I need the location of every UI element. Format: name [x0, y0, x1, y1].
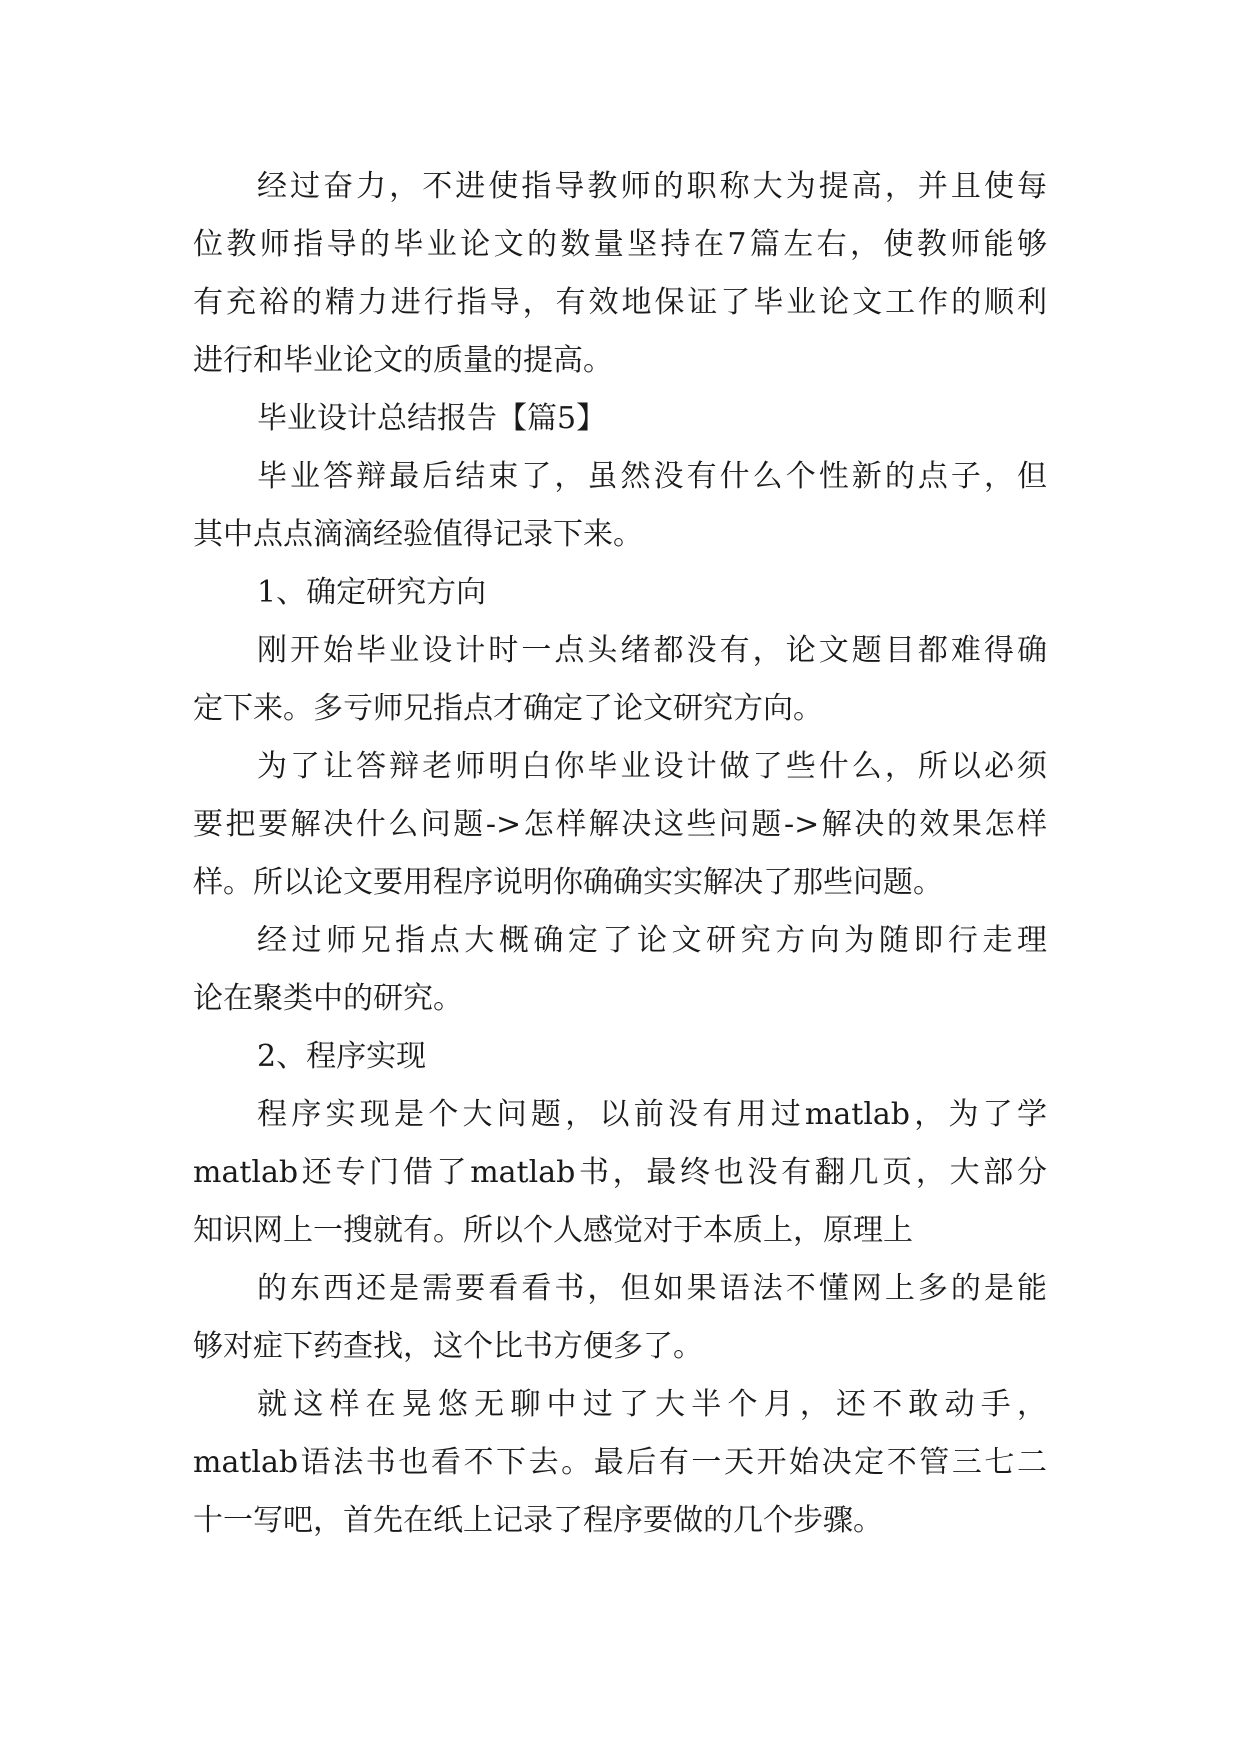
- paragraph-line: matlab还专门借了matlab书，最终也没有翻几页，大部分: [193, 1155, 1047, 1190]
- paragraph-line: 有充裕的精力进行指导，有效地保证了毕业论文工作的顺利: [193, 285, 1047, 320]
- paragraph-line: 经过奋力，不进使指导教师的职称大为提高，并且使每: [257, 169, 1047, 204]
- subsection-heading: 1、确定研究方向: [257, 575, 487, 610]
- paragraph-line: 要把要解决什么问题->怎样解决这些问题->解决的效果怎样: [193, 807, 1047, 842]
- paragraph-line: matlab语法书也看不下去。最后有一天开始决定不管三七二: [193, 1445, 1047, 1480]
- paragraph-line: 经过师兄指点大概确定了论文研究方向为随即行走理: [257, 923, 1047, 958]
- paragraph-line: 程序实现是个大问题，以前没有用过matlab，为了学: [257, 1097, 1047, 1132]
- paragraph-line: 为了让答辩老师明白你毕业设计做了些什么，所以必须: [257, 749, 1047, 784]
- paragraph-line: 论在聚类中的研究。: [193, 981, 463, 1016]
- paragraph-line: 够对症下药查找，这个比书方便多了。: [193, 1329, 703, 1364]
- paragraph-line: 十一写吧，首先在纸上记录了程序要做的几个步骤。: [193, 1503, 883, 1538]
- paragraph-line: 进行和毕业论文的质量的提高。: [193, 343, 613, 378]
- paragraph-line: 知识网上一搜就有。所以个人感觉对于本质上，原理上: [193, 1213, 913, 1248]
- paragraph-line: 毕业答辩最后结束了，虽然没有什么个性新的点子，但: [257, 459, 1047, 494]
- paragraph-line: 位教师指导的毕业论文的数量坚持在7篇左右，使教师能够: [193, 227, 1047, 262]
- paragraph-line: 就这样在晃悠无聊中过了大半个月，还不敢动手，: [257, 1387, 1047, 1422]
- section-heading: 毕业设计总结报告【篇5】: [257, 401, 607, 436]
- paragraph-line: 的东西还是需要看看书，但如果语法不懂网上多的是能: [257, 1271, 1047, 1306]
- paragraph-line: 定下来。多亏师兄指点才确定了论文研究方向。: [193, 691, 823, 726]
- subsection-heading: 2、程序实现: [257, 1039, 427, 1074]
- paragraph-line: 刚开始毕业设计时一点头绪都没有，论文题目都难得确: [257, 633, 1047, 668]
- paragraph-line: 其中点点滴滴经验值得记录下来。: [193, 517, 643, 552]
- paragraph-line: 样。所以论文要用程序说明你确确实实解决了那些问题。: [193, 865, 943, 900]
